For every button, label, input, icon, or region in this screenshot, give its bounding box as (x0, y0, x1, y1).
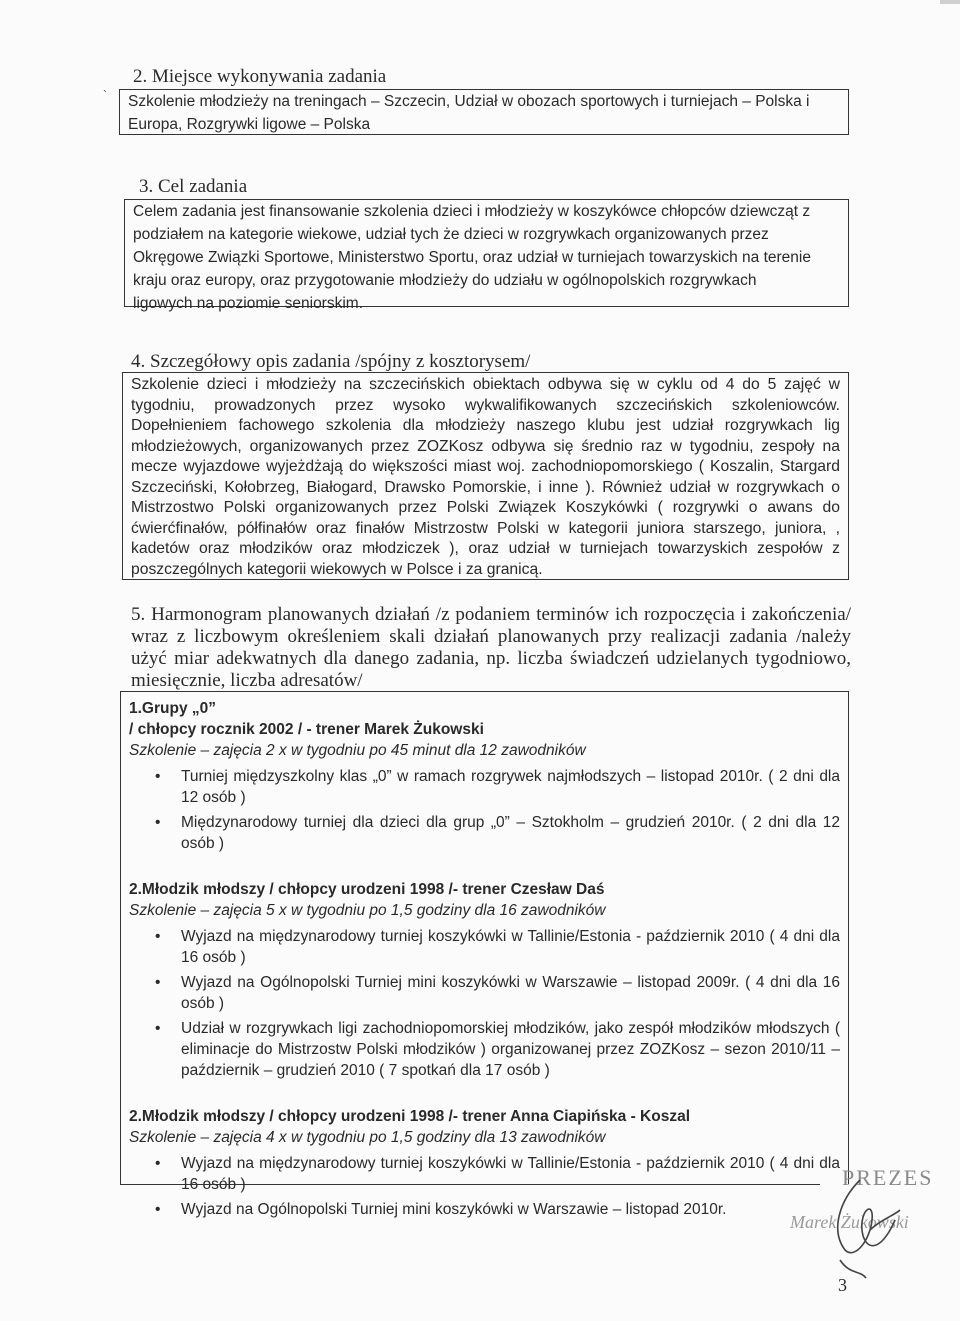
group-title: 2.Młodzik młodszy / chłopcy urodzeni 1998 /- trener Anna Ciapińska - Koszal (129, 1108, 691, 1125)
list-item-text: Udział w rozgrywkach ligi zachodniopomorskiej młodzików, jako zespół młodzików młodszych ( eliminacje do Mistrzostw Polski młodzików ) organizowanej przez ZOZKosz – sezon 2010/11 – październik – grudzień 2010 ( 7 spotkań dla 17 osób ) (181, 1020, 840, 1079)
bullet-icon: • (155, 974, 161, 991)
group-description: Szkolenie – zajęcia 5 x w tygodniu po 1,5 godziny dla 16 zawodników (129, 902, 606, 919)
group-title: 1.Grupy „0” (129, 700, 216, 717)
list-item-text: Międzynarodowy turniej dla dzieci dla grup „0” – Sztokholm – grudzień 2010r. ( 2 dni dla 12 osób ) (181, 814, 840, 852)
group-activity-list (129, 1153, 840, 1220)
section-4-line: mecze wyjazdowe wyjeżdżają do większości miast woj. zachodniopomorskiego ( Koszalin, Stargard (131, 458, 840, 475)
section-2-heading: 2. Miejsce wykonywania zadania (133, 66, 387, 87)
list-item-text: Wyjazd na międzynarodowy turniej koszykówki w Tallinie/Estonia - październik 2010 ( 4 dni dla 16 osób ) (181, 928, 840, 966)
section-3-heading: 3. Cel zadania (139, 176, 248, 197)
section-4-line: poszczególnych kategorii wiekowych w Polsce i za granicą. (131, 560, 543, 578)
list-item (155, 972, 840, 1014)
section-2-box (119, 89, 849, 135)
section-2-line: Szkolenie młodzieży na treningach – Szczecin, Udział w obozach sportowych i turniejach – Polska i (128, 93, 810, 110)
section-4-heading: 4. Szczegółowy opis zadania /spójny z kosztorysem/ (131, 351, 531, 372)
section-4-line: Szkolenie dzieci i młodzieży na szczecińskich obiektach odbywa się w cyklu od 4 do 5 zajęć w (131, 376, 840, 393)
section-4-line: Mistrzostwo Polski organizowanych przez Polski Związek Koszykówki ( rozgrywki o awans do (131, 499, 840, 516)
list-item (155, 1199, 840, 1220)
section-5-heading-line: użyć miar adekwatnych dla danego zadania, np. liczba świadczeń udzielanych tygodniowo, (131, 648, 851, 669)
bullet-icon: • (155, 814, 161, 831)
signature-icon (800, 1160, 910, 1280)
bullet-icon: • (155, 1155, 161, 1172)
section-3-box (124, 199, 849, 312)
group-activity-list (129, 766, 840, 854)
list-item (155, 1153, 840, 1195)
list-item (155, 766, 840, 808)
section-3-line: Celem zadania jest finansowanie szkolenia dzieci i młodzieży w koszykówce chłopców dziewcząt z (133, 203, 811, 220)
list-item-text: Turniej międzyszkolny klas „0” w ramach rozgrywek najmłodszych – listopad 2010r. ( 2 dni dla 12 osób ) (181, 768, 840, 806)
section-2-line: Europa, Rozgrywki ligowe – Polska (128, 116, 371, 133)
section-4-line: młodzieżowych, organizowanych przez ZOZKosz odbywa się średnio raz w tygodniu, zespoły na (131, 437, 840, 455)
list-item-text: Wyjazd na Ogólnopolski Turniej mini koszykówki w Warszawie – listopad 2009r. ( 4 dni dla 16 osób ) (181, 974, 840, 1012)
section-3-line: podziałem na kategorie wiekowe, udział tych że dzieci w rozgrywkach organizowanych przez (133, 226, 769, 243)
bullet-icon: • (155, 1020, 161, 1037)
section-5-heading-line: miesięcznie, liczba adresatów/ (131, 670, 363, 691)
scan-corner-mark (940, 0, 960, 4)
list-item-text: Wyjazd na międzynarodowy turniej koszykówki w Tallinie/Estonia - październik 2010 ( 4 dni dla 16 osób ) (181, 1155, 840, 1193)
list-item (155, 926, 840, 968)
section-4-line: ćwierćfinałów, półfinałów oraz finałów Mistrzostw Polski w kategorii juniora starszego, juniora, , (131, 519, 840, 537)
group-activity-list (129, 926, 840, 1081)
section-3-line: ligowych na poziomie seniorskim. (133, 295, 364, 312)
section-4-line: kadetów oraz młodzików oraz młodziczek ), oraz udział w turniejach towarzyskich zespołów z (131, 540, 840, 557)
group-description: Szkolenie – zajęcia 4 x w tygodniu po 1,5 godziny dla 13 zawodników (129, 1129, 606, 1146)
list-item (155, 812, 840, 854)
section-5-heading-line: wraz z liczbowym określeniem skali działań planowanych przy realizacji zadania /należy (131, 626, 851, 647)
bullet-icon: • (155, 768, 161, 785)
page-number: 3 (838, 1275, 847, 1295)
list-item-text: Wyjazd na Ogólnopolski Turniej mini koszykówki w Warszawie – listopad 2010r. (181, 1201, 727, 1218)
stamp-name: Marek Żukowski (790, 1212, 909, 1232)
group-description: Szkolenie – zajęcia 2 x w tygodniu po 45 minut dla 12 zawodników (129, 742, 586, 759)
group-title: / chłopcy rocznik 2002 / - trener Marek Żukowski (129, 721, 484, 738)
section-5-heading-line: 5. Harmonogram planowanych działań /z podaniem terminów ich rozpoczęcia i zakończenia/ (131, 604, 851, 625)
bullet-icon: • (155, 1201, 161, 1218)
section-4-box (122, 372, 849, 580)
stamp-title: PREZES (842, 1165, 934, 1190)
section-4-line: Dopełnieniem fachowego szkolenia dla młodzieży naszego klubu jest udział rozgrywkach lig (131, 417, 840, 434)
scan-tick-mark: ` (103, 88, 107, 102)
bullet-icon: • (155, 928, 161, 945)
section-3-line: kraju oraz europy, oraz przygotowanie młodzieży do udziału w ogólnopolskich rozgrywkach (133, 272, 757, 289)
list-item (155, 1018, 840, 1081)
group-title: 2.Młodzik młodszy / chłopcy urodzeni 1998 /- trener Czesław Daś (129, 881, 605, 898)
section-5-box (120, 691, 849, 1218)
section-4-line: tygodniu, prowadzonych przez wysoko wykwalifikowanych szczecińskich szkoleniowców. (131, 396, 840, 414)
section-4-line: Szczeciński, Kołobrzeg, Białogard, Drawsko Pomorskie, i inne ). Również udział w rozgrywkach o (131, 478, 840, 496)
section-3-line: Okręgowe Związki Sportowe, Ministerstwo Sportu, oraz udział w turniejach towarzyskich na terenie (133, 249, 811, 266)
section-5-heading (131, 604, 851, 692)
section-5-bottom-border (120, 1184, 820, 1185)
